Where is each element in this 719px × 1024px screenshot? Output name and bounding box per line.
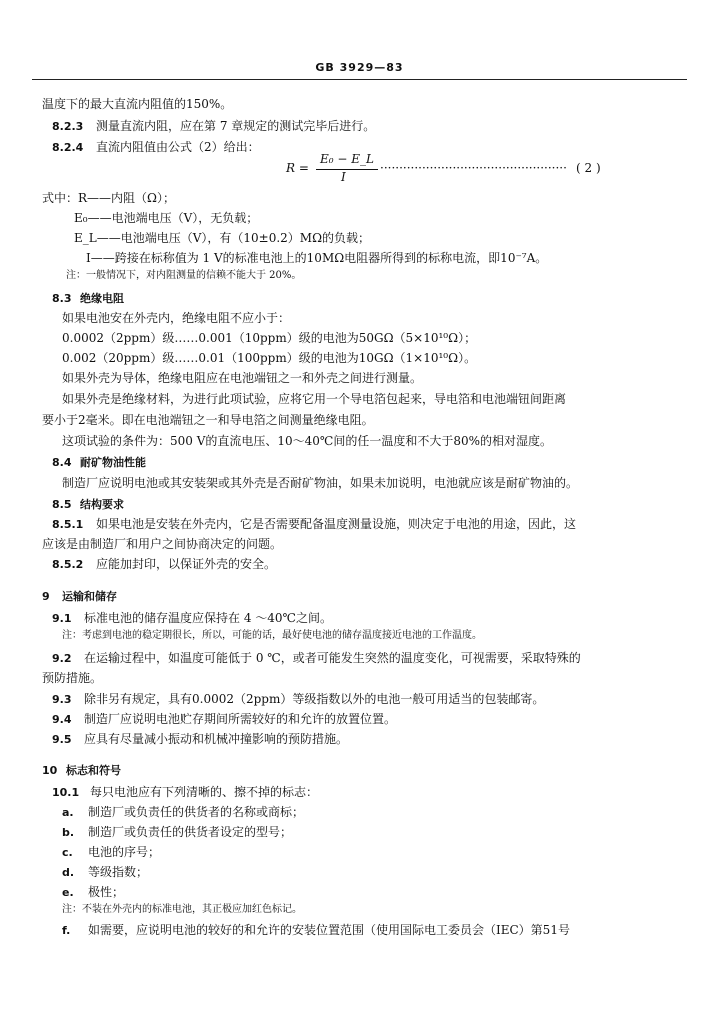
list-item [62, 922, 570, 939]
formula-lhs: R = [286, 161, 309, 175]
chapter-number: 10 [42, 764, 58, 777]
clause-9-5 [52, 731, 348, 748]
list-text: 制造厂或负责任的供货者的名称或商标； [88, 805, 305, 819]
chapter-9-heading [42, 588, 117, 605]
list-text: 电池的序号； [88, 845, 161, 859]
fraction-bar [316, 169, 378, 170]
list-label: d. [62, 866, 75, 879]
clause-9-4 [52, 711, 396, 728]
clause-number: 9.3 [52, 693, 72, 706]
clause-text: 每只电池应有下列清晰的、擦不掉的标志： [90, 785, 319, 799]
note: 注：不装在外壳内的标准电池，其正极应加红色标记。 [62, 904, 302, 915]
clause-9-2 [52, 650, 581, 667]
clause-number: 8.2.4 [52, 141, 84, 154]
section-title: 结构要求 [80, 498, 124, 511]
list-label: b. [62, 826, 75, 839]
clause-text: 测量直流内阻，应在第 7 章规定的测试完毕后进行。 [96, 119, 376, 133]
clause-text: 如果电池是安装在外壳内，它是否需要配备温度测量设施，则决定于电池的用途，因此，这 [96, 517, 577, 531]
section-number: 8.3 [52, 292, 72, 305]
clause-8-5-1 [52, 516, 576, 533]
clause-8-2-3 [52, 118, 375, 135]
section-title: 耐矿物油性能 [80, 456, 146, 469]
chapter-title: 运输和储存 [62, 590, 117, 603]
list-item [62, 804, 304, 821]
section-8-3-heading [52, 290, 124, 307]
list-label: f. [62, 924, 71, 937]
chapter-title: 标志和符号 [66, 764, 121, 777]
list-label: e. [62, 886, 74, 899]
formula-denominator: I [341, 170, 346, 184]
clause-number: 9.5 [52, 733, 72, 746]
clause-text: 制造厂应说明电池贮存期间所需较好的和允许的放置位置。 [84, 712, 397, 726]
clause-text: 除非另有规定，具有0.0002（2ppm）等级指数以外的电池一般可用适当的包装邮寄。 [84, 692, 545, 706]
clause-text: 在运输过程中，如温度可能低于 0 ℃，或者可能发生突然的温度变化，可视需要，采取特殊的 [84, 651, 581, 665]
text-line: 如果外壳为导体，绝缘电阻应在电池端钮之一和外壳之间进行测量。 [62, 371, 423, 385]
clause-text: 应能加封印，以保证外壳的安全。 [96, 557, 277, 571]
clause-9-1 [52, 610, 332, 627]
list-label: a. [62, 806, 74, 819]
clause-text: 直流内阻值由公式（2）给出： [96, 140, 260, 154]
section-8-4-heading [52, 454, 146, 471]
section-title: 绝缘电阻 [80, 292, 124, 305]
list-text: 如需要，应说明电池的较好的和允许的安装位置范围（使用国际电工委员会（IEC）第51号 [88, 923, 570, 937]
standard-code-header: GB 3929—83 [315, 61, 404, 74]
formula-leader-dots: ················································· [380, 161, 567, 175]
list-text: 等级指数； [88, 865, 149, 879]
formula-equation-number: ( 2 ) [576, 161, 601, 175]
chapter-number: 9 [42, 590, 50, 603]
clause-9-3 [52, 691, 544, 708]
list-item [62, 864, 148, 881]
where-line: E₀——电池端电压（V），无负载； [74, 211, 259, 225]
text-line: 预防措施。 [42, 671, 103, 685]
clause-8-2-4 [52, 139, 260, 156]
where-line: 式中：R——内阻（Ω）； [42, 191, 175, 205]
list-text: 极性； [88, 885, 125, 899]
text-line: 制造厂应说明电池或其安装架或其外壳是否耐矿物油，如果未加说明，电池就应该是耐矿物油的。 [62, 476, 579, 490]
clause-text: 应具有尽量减小振动和机械冲撞影响的预防措施。 [84, 732, 349, 746]
chapter-10-heading [42, 762, 121, 779]
clause-number: 8.5.1 [52, 518, 84, 531]
clause-number: 8.5.2 [52, 558, 84, 571]
formula-2 [286, 152, 606, 182]
list-label: c. [62, 846, 73, 859]
section-8-5-heading [52, 496, 124, 513]
list-item [62, 824, 292, 841]
note: 注：考虑到电池的稳定期很长，所以，可能的话，最好使电池的储存温度接近电池的工作温度。 [62, 630, 482, 641]
list-text: 制造厂或负责任的供货者设定的型号； [88, 825, 293, 839]
text-line: 如果电池安在外壳内，绝缘电阻不应小于： [62, 311, 291, 325]
formula-numerator: E₀ − E_L [320, 152, 374, 166]
clause-8-5-2 [52, 556, 276, 573]
text-line: 应该是由制造厂和用户之间协商决定的问题。 [42, 537, 283, 551]
list-item [62, 844, 160, 861]
clause-10-1 [52, 784, 318, 801]
clause-number: 9.4 [52, 713, 72, 726]
text-line: 0.002（20ppm）级……0.01（100ppm）级的电池为10GΩ（1×10¹⁰Ω）。 [62, 351, 477, 365]
clause-text: 标准电池的储存温度应保持在 4 ～40℃之间。 [84, 611, 332, 625]
note: 注：一般情况下，对内阻测量的信赖不能大于 20%。 [66, 270, 302, 281]
text-line: 这项试验的条件为：500 V的直流电压、10～40℃间的任一温度和不大于80%的相对湿度。 [62, 434, 553, 448]
text-line: 要小于2毫米。即在电池端钮之一和导电箔之间测量绝缘电阻。 [42, 413, 374, 427]
section-number: 8.5 [52, 498, 72, 511]
where-line: E_L——电池端电压（V），有（10±0.2）MΩ的负载； [74, 231, 371, 245]
clause-number: 8.2.3 [52, 120, 84, 133]
text-line: 如果外壳是绝缘材料，为进行此项试验，应将它用一个导电箔包起来，导电箔和电池端钮间距离 [62, 392, 567, 406]
header-rule [32, 79, 687, 80]
where-line: I——跨接在标称值为 1 V的标准电池上的10MΩ电阻器所得到的标称电流，即10⁻⁷A。 [86, 251, 548, 265]
text-line: 温度下的最大直流内阻值的150%。 [42, 97, 233, 111]
clause-number: 9.2 [52, 652, 72, 665]
text-line: 0.0002（2ppm）级……0.001（10ppm）级的电池为50GΩ（5×10¹⁰Ω）； [62, 331, 477, 345]
clause-number: 9.1 [52, 612, 72, 625]
list-item [62, 884, 124, 901]
section-number: 8.4 [52, 456, 72, 469]
clause-number: 10.1 [52, 786, 80, 799]
